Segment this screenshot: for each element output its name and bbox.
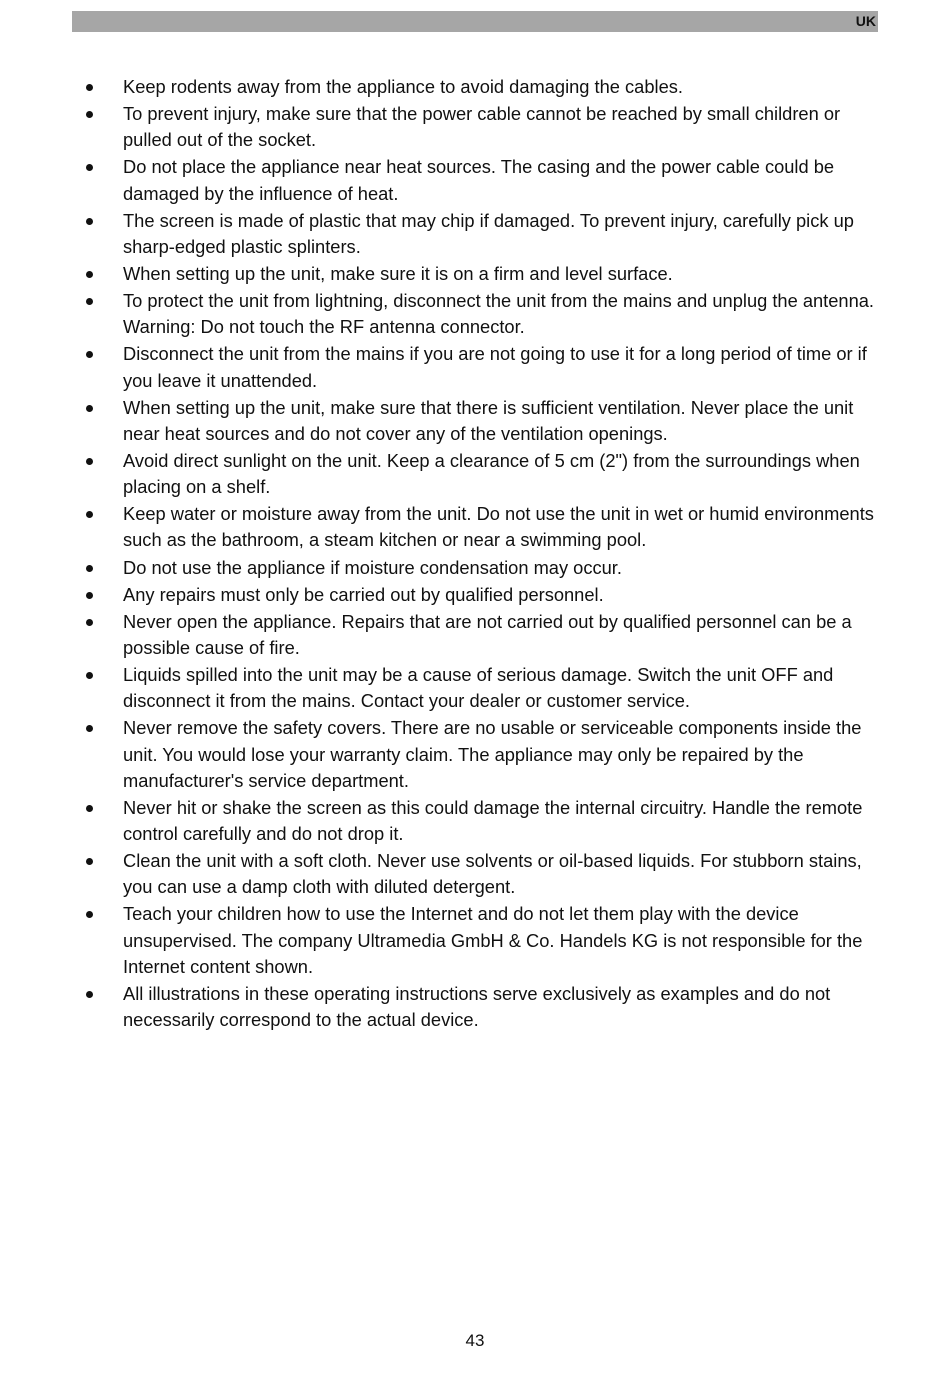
list-item (0, 288, 950, 340)
list-item-text: Clean the unit with a soft cloth. Never use solvents or oil-based liquids. For stubborn stains, you can use a damp cloth with diluted detergent. (123, 850, 862, 898)
language-label: UK (855, 13, 876, 29)
list-item (0, 795, 950, 847)
list-item (0, 662, 950, 714)
bullet-icon (86, 805, 93, 812)
list-item-text: When setting up the unit, make sure it is on a firm and level surface. (123, 262, 673, 284)
bullet-icon (86, 458, 93, 465)
list-item-text: When setting up the unit, make sure that there is sufficient ventilation. Never place the unit near heat sources and do not cover any of the ventilation openings. (123, 396, 854, 444)
bullet-icon (86, 619, 93, 626)
bullet-icon (86, 164, 93, 171)
list-item (0, 981, 950, 1033)
bullet-icon (86, 271, 93, 278)
list-item (0, 74, 950, 100)
list-item (0, 208, 950, 260)
bullet-icon (86, 111, 93, 118)
list-item (0, 501, 950, 553)
list-item (0, 154, 950, 206)
list-item-text: To prevent injury, make sure that the power cable cannot be reached by small children or pulled out of the socket. (123, 103, 841, 151)
bullet-icon (86, 672, 93, 679)
list-item-text: All illustrations in these operating instructions serve exclusively as examples and do not necessarily correspond to the actual device. (123, 982, 831, 1031)
list-item-text: To protect the unit from lightning, disconnect the unit from the mains and unplug the antenna. Warning: Do not touch the RF antenna connector. (123, 290, 875, 338)
list-item-text: Keep water or moisture away from the unit. Do not use the unit in wet or humid environments such as the bathroom, a steam kitchen or near a swimming pool. (123, 503, 874, 551)
bullet-icon (86, 565, 93, 572)
list-item (0, 341, 950, 393)
list-item-text: Liquids spilled into the unit may be a cause of serious damage. Switch the unit OFF and disconnect it from the mains. Contact your dealer or customer service. (123, 664, 834, 712)
header-bar (72, 11, 878, 32)
bullet-icon (86, 991, 93, 998)
list-item-text: The screen is made of plastic that may chip if damaged. To prevent injury, carefully pick up sharp-edged plastic splinters. (123, 209, 854, 257)
bullet-icon (86, 511, 93, 518)
list-item-text: Do not use the appliance if moisture condensation may occur. (123, 556, 622, 578)
list-item-text: Keep rodents away from the appliance to avoid damaging the cables. (123, 76, 683, 97)
bullet-icon (86, 298, 93, 305)
list-item (0, 848, 950, 900)
list-item-text: Do not place the appliance near heat sources. The casing and the power cable could be damaged by the influence of heat. (123, 156, 835, 204)
safety-instructions-list (0, 74, 950, 1034)
bullet-icon (86, 858, 93, 865)
list-item (0, 101, 950, 153)
list-item (0, 901, 950, 980)
bullet-icon (86, 218, 93, 225)
bullet-icon (86, 84, 93, 91)
list-item-text: Never remove the safety covers. There are no usable or serviceable components inside the unit. You would lose your warranty claim. The appliance may only be repaired by the manufacturer's service department. (123, 717, 862, 791)
list-item (0, 715, 950, 794)
bullet-icon (86, 725, 93, 732)
list-item (0, 555, 950, 581)
bullet-icon (86, 592, 93, 599)
list-item (0, 395, 950, 447)
list-item-text: Never open the appliance. Repairs that are not carried out by qualified personnel can be a possible cause of fire. (123, 610, 852, 658)
list-item (0, 261, 950, 287)
list-item (0, 448, 950, 500)
list-item-text: Teach your children how to use the Internet and do not let them play with the device unsupervised. The company Ultramedia GmbH & Co. Handels KG is not responsible for the Internet content shown. (123, 903, 863, 977)
list-item (0, 582, 950, 608)
list-item-text: Disconnect the unit from the mains if you are not going to use it for a long period of time or if you leave it unattended. (123, 343, 867, 391)
list-item-text: Any repairs must only be carried out by qualified personnel. (123, 583, 604, 605)
bullet-icon (86, 911, 93, 918)
list-item-text: Avoid direct sunlight on the unit. Keep a clearance of 5 cm (2") from the surroundings when placing on a shelf. (123, 449, 860, 498)
list-item-text: Never hit or shake the screen as this could damage the internal circuitry. Handle the remote control carefully and do not drop it. (123, 796, 863, 845)
page-number: 43 (465, 1331, 485, 1350)
list-item (0, 609, 950, 661)
bullet-icon (86, 351, 93, 358)
bullet-icon (86, 405, 93, 412)
